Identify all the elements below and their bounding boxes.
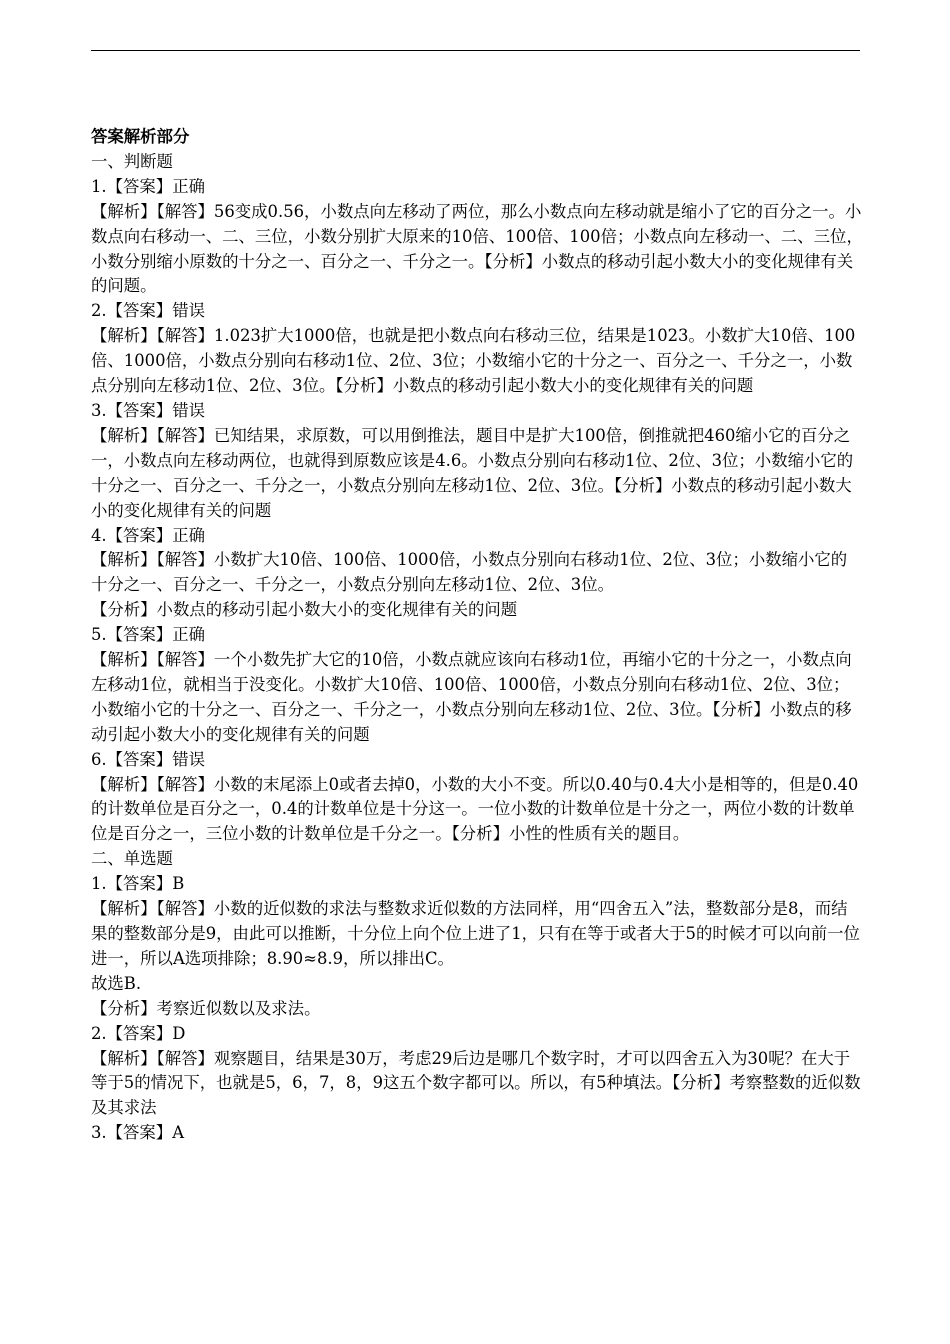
- analysis-paragraph: 【解析】【解答】小数扩大10倍、100倍、1000倍，小数点分别向右移动1位、2位、3位；小数缩小它的十分之一、百分之一、千分之一，小数点分别向左移动1位、2位、3位。: [91, 550, 848, 595]
- analysis-note: 【分析】小数点的移动引起小数大小的变化规律有关的问题: [91, 600, 518, 620]
- analysis-paragraph: 【解析】【解答】1.023扩大1000倍，也就是把小数点向右移动三位，结果是1023。小数扩大10倍、100倍、1000倍，小数点分别向右移动1位、2位、3位；小数缩小它的十分之一、百分之一、千分之一，小数点分别向左移动1位、2位、3位。【分析】小数点的移动引起小数大小的变化规律有关的问题: [91, 326, 856, 396]
- analysis-paragraph: 【解析】【解答】小数的近似数的求法与整数求近似数的方法同样，用“四舍五入”法，整数部分是8，而结果的整数部分是9，由此可以推断，十分位上向个位上进了1，只有在等于或者大于5的时候才可以向前一位进一，所以A选项排除；8.90≈8.9，所以排出C。: [91, 899, 860, 968]
- answer-document: [91, 125, 863, 1146]
- answer-line: 1.【答案】正确: [91, 176, 205, 196]
- section-heading-single-choice: 二、单选题: [91, 849, 173, 869]
- analysis-paragraph: 【解析】【解答】已知结果，求原数，可以用倒推法，题目中是扩大100倍，倒推就把460缩小它的百分之一，小数点向左移动两位，也就得到原数应该是4.6。小数点分别向右移动1位、2位、3位；小数缩小它的十分之一、百分之一、千分之一，小数点分别向左移动1位、2位、3位。【分析】小数点的移动引起小数大小的变化规律有关的问题: [91, 425, 854, 520]
- answer-line: 2.【答案】错误: [91, 301, 205, 321]
- answer-line: 4.【答案】正确: [91, 525, 205, 545]
- answer-line: 5.【答案】正确: [91, 625, 205, 645]
- answer-line: 1.【答案】B: [91, 874, 185, 894]
- analysis-paragraph: 【解析】【解答】小数的末尾添上0或者去掉0，小数的大小不变。所以0.40与0.4大小是相等的，但是0.40的计数单位是百分之一，0.4的计数单位是十分这一。一位小数的计数单位是十分之一，两位小数的计数单位是百分之一，三位小数的计数单位是千分之一。【分析】小性的性质有关的题目。: [91, 774, 859, 844]
- header-rule: [91, 50, 860, 51]
- analysis-paragraph: 【解析】【解答】观察题目，结果是30万，考虑29后边是哪几个数字时，才可以四舍五入为30呢？在大于等于5的情况下，也就是5，6，7，8，9这五个数字都可以。所以，有5种填法。【分析】考察整数的近似数及其求法: [91, 1048, 861, 1118]
- analysis-paragraph: 【解析】【解答】56变成0.56，小数点向左移动了两位，那么小数点向左移动就是缩小了它的百分之一。小数点向右移动一、二、三位，小数分别扩大原来的10倍、100倍、100倍；小数点向左移动一、二、三位，小数分别缩小原数的十分之一、百分之一、千分之一。【分析】小数点的移动引起小数大小的变化规律有关的问题。: [91, 201, 863, 296]
- answer-line: 3.【答案】错误: [91, 400, 205, 420]
- answer-line: 6.【答案】错误: [91, 749, 205, 769]
- section-heading-judgement: 一、判断题: [91, 151, 173, 171]
- analysis-note: 【分析】考察近似数以及求法。: [91, 998, 321, 1018]
- answer-line: 2.【答案】D: [91, 1023, 186, 1043]
- analysis-paragraph: 【解析】【解答】一个小数先扩大它的10倍，小数点就应该向右移动1位，再缩小它的十分之一，小数点向左移动1位，就相当于没变化。小数扩大10倍、100倍、1000倍，小数点分别向右移动1位、2位、3位；小数缩小它的十分之一、百分之一、千分之一，小数点分别向左移动1位、2位、3位。【分析】小数点的移动引起小数大小的变化规律有关的问题: [91, 650, 852, 744]
- answer-line: 3.【答案】A: [91, 1123, 185, 1143]
- analysis-conclusion: 故选B.: [91, 973, 142, 993]
- document-title: 答案解析部分: [91, 127, 190, 146]
